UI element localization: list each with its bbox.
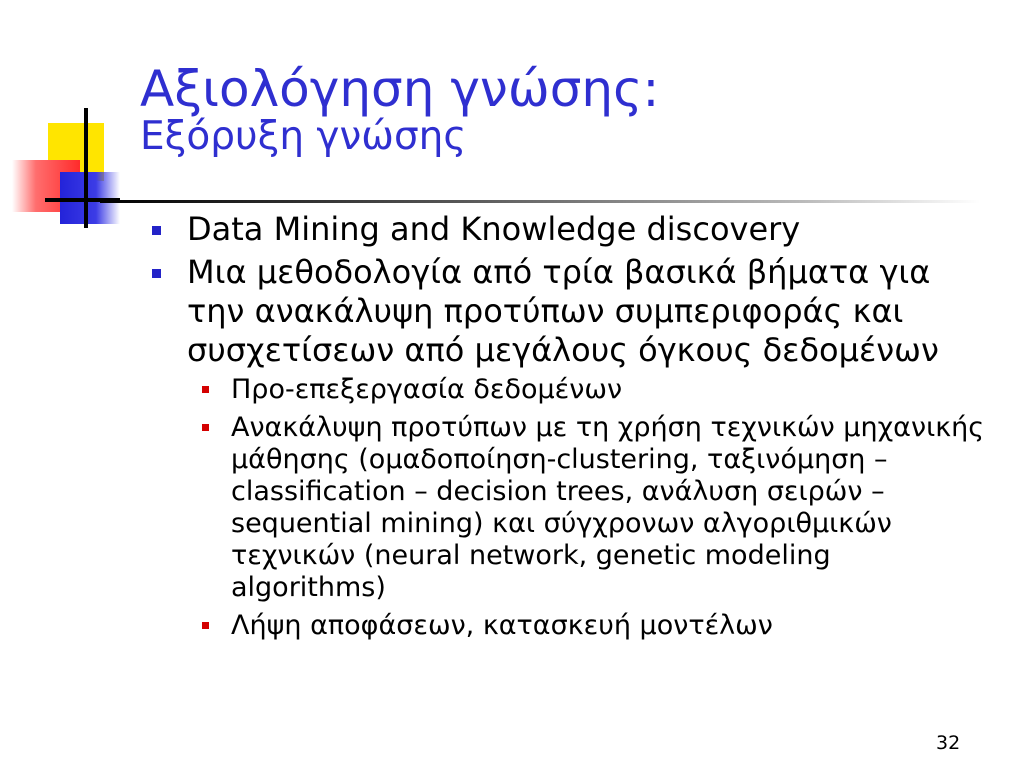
slide-content <box>140 210 990 648</box>
bullet-square-icon <box>152 226 161 235</box>
slide-title <box>140 62 659 158</box>
page-number: 32 <box>936 732 961 754</box>
bullet-item <box>140 253 990 642</box>
sub-bullet-square-icon <box>202 386 209 393</box>
sub-bullet-text: Ανακάλυψη προτύπων με τη χρήση τεχνικών μηχανικής μάθησης (ομαδοποίηση-clustering, ταξινόμηση – classification – decision trees, ανάλυση σειρών – sequential mining) και σύγχρονων αλγοριθμικών τεχνικών (neural network, genetic modeling algorithms) <box>231 412 985 603</box>
sub-bullet-item <box>187 412 990 604</box>
title-divider <box>100 200 980 203</box>
logo-vertical-line <box>84 108 88 228</box>
sub-bullet-list <box>187 374 990 642</box>
sub-bullet-item <box>187 374 990 406</box>
bullet-item <box>140 210 990 249</box>
sub-bullet-square-icon <box>202 622 209 629</box>
sub-bullet-item <box>187 610 990 642</box>
sub-bullet-text: Λήψη αποφάσεων, κατασκευή μοντέλων <box>231 610 773 641</box>
decorative-logo <box>0 100 150 230</box>
slide-title-main: Αξιολόγηση γνώσης: <box>140 60 660 118</box>
bullet-list <box>140 210 990 642</box>
bullet-text: Data Mining and Knowledge discovery <box>187 210 801 248</box>
sub-bullet-text: Προ-επεξεργασία δεδομένων <box>231 374 623 405</box>
sub-bullet-square-icon <box>202 424 209 431</box>
bullet-square-icon <box>152 269 161 278</box>
slide-subtitle: Εξόρυξη γνώσης <box>140 114 467 159</box>
bullet-text: Μια μεθοδολογία από τρία βασικά βήματα για την ανακάλυψη προτύπων συμπεριφοράς και συσχετίσεων από μεγάλους όγκους δεδομένων <box>187 253 939 369</box>
